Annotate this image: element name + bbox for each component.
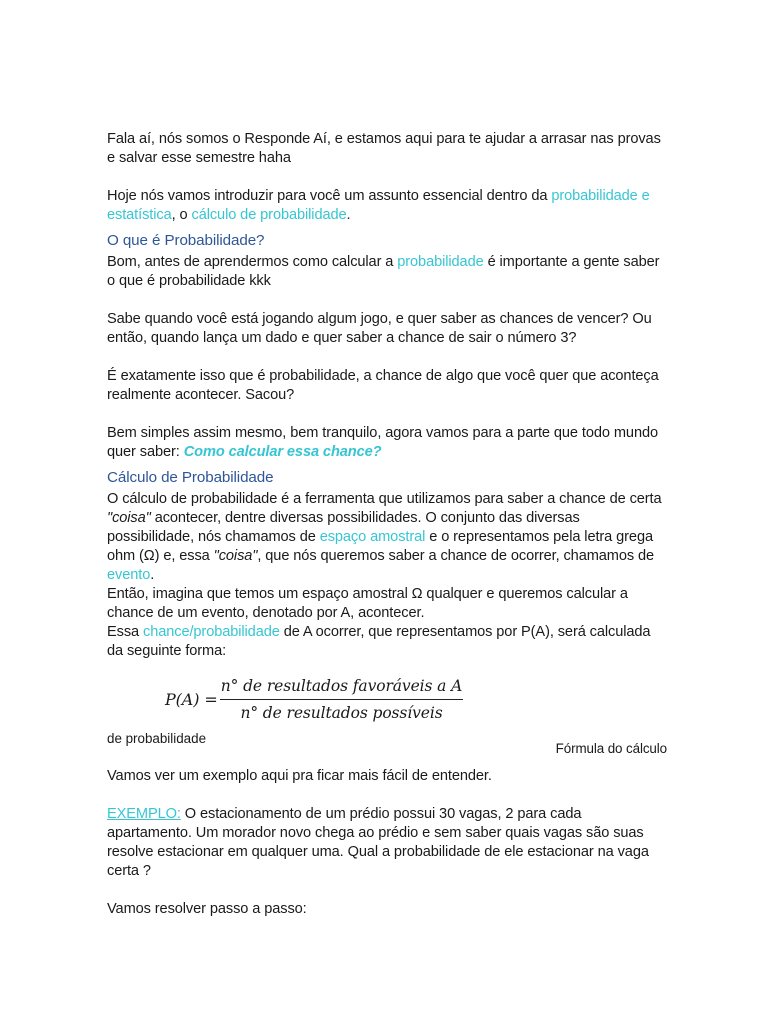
text-run: O estacionamento de um prédio possui 30 vagas, 2 para cada apartamento. Um morador novo chega ao prédio e sem saber quais vagas são suas resolve estacionar em qualquer uma. Qual a probabilidade de ele estacionar na vaga certa ? [107,806,649,879]
example-label[interactable]: EXEMPLO: [107,806,181,822]
probability-formula [107,675,667,725]
emphasis-coisa: "coisa" [107,510,151,526]
text-run: , o [171,207,192,223]
paragraph-before-learning [107,253,667,291]
text-run: . [150,567,155,583]
paragraph-simple [107,424,667,462]
paragraph-example-intro: Vamos ver um exemplo aqui pra ficar mais fácil de entender. [107,768,492,784]
link-calculo-probabilidade[interactable]: cálculo de probabilidade [191,207,347,223]
intro-topic-paragraph [107,187,667,225]
intro-paragraph: Fala aí, nós somos o Responde Aí, e estamos aqui para te ajudar a arrasar nas provas e salvar esse semestre haha [107,131,661,166]
formula-lhs: P(A) = [165,690,218,709]
text-run: Essa [107,624,143,640]
text-run: Bom, antes de aprendermos como calcular a [107,254,398,270]
fraction-bar [220,699,463,700]
paragraph-step-by-step: Vamos resolver passo a passo: [107,901,307,917]
formula-caption-line1: Fórmula do cálculo [555,741,667,756]
link-evento[interactable]: evento [107,567,151,583]
heading-what-is-probability: O que é Probabilidade? [107,232,265,249]
link-probabilidade[interactable]: probabilidade [397,254,484,270]
heading-calculation: Cálculo de Probabilidade [107,469,274,486]
text-run: de A ocorrer, que representamos por P(A), será calculada da seguinte forma: [107,624,651,659]
text-run: Bem simples assim mesmo, bem tranquilo, agora vamos para a parte que todo mundo quer saber: [107,425,658,460]
example-section [107,767,667,919]
text-run: O cálculo de probabilidade é a ferramenta que utilizamos para saber a chance de certa [107,491,662,507]
formula-numerator: n° de resultados favoráveis a A [220,677,463,695]
link-como-calcular[interactable]: Como calcular essa chance? [183,444,382,460]
emphasis-coisa: "coisa" [213,548,258,564]
paragraph-definition: É exatamente isso que é probabilidade, a chance de algo que você quer que aconteça realmente acontecer. Sacou? [107,368,659,403]
text-run: . [346,207,351,223]
text-run: acontecer, dentre diversas possibilidades. O conjunto das diversas possibilidade, nós chamamos de [107,510,580,545]
paragraph-formula-intro [107,623,667,661]
formula-caption-line2: de probabilidade [107,731,207,746]
text-run: Hoje nós vamos introduzir para você um assunto essencial dentro da [107,188,552,204]
formula-denominator: n° de resultados possíveis [240,704,443,722]
link-chance-probabilidade[interactable]: chance/probabilidade [143,624,280,640]
text-run: e o representamos pela letra grega ohm (Ω) e, essa [107,529,653,564]
paragraph-calculation-definition [107,490,667,585]
text-run: é importante a gente saber o que é probabilidade kkk [107,254,660,289]
paragraph-game-example: Sabe quando você está jogando algum jogo, e quer saber as chances de vencer? Ou então, quando lança um dado e quer saber a chance de sair o número 3? [107,311,652,346]
article-body [107,130,667,758]
link-probabilidade-estatistica[interactable]: probabilidade e estatística [107,188,650,223]
text-run: , que nós queremos saber a chance de ocorrer, chamamos de [257,548,655,564]
paragraph-sample-space: Então, imagina que temos um espaço amostral Ω qualquer e queremos calcular a chance de um evento, denotado por A, acontecer. [107,586,628,621]
formula-fraction [220,675,463,723]
paragraph-example [107,805,667,881]
link-espaco-amostral[interactable]: espaço amostral [319,529,426,545]
